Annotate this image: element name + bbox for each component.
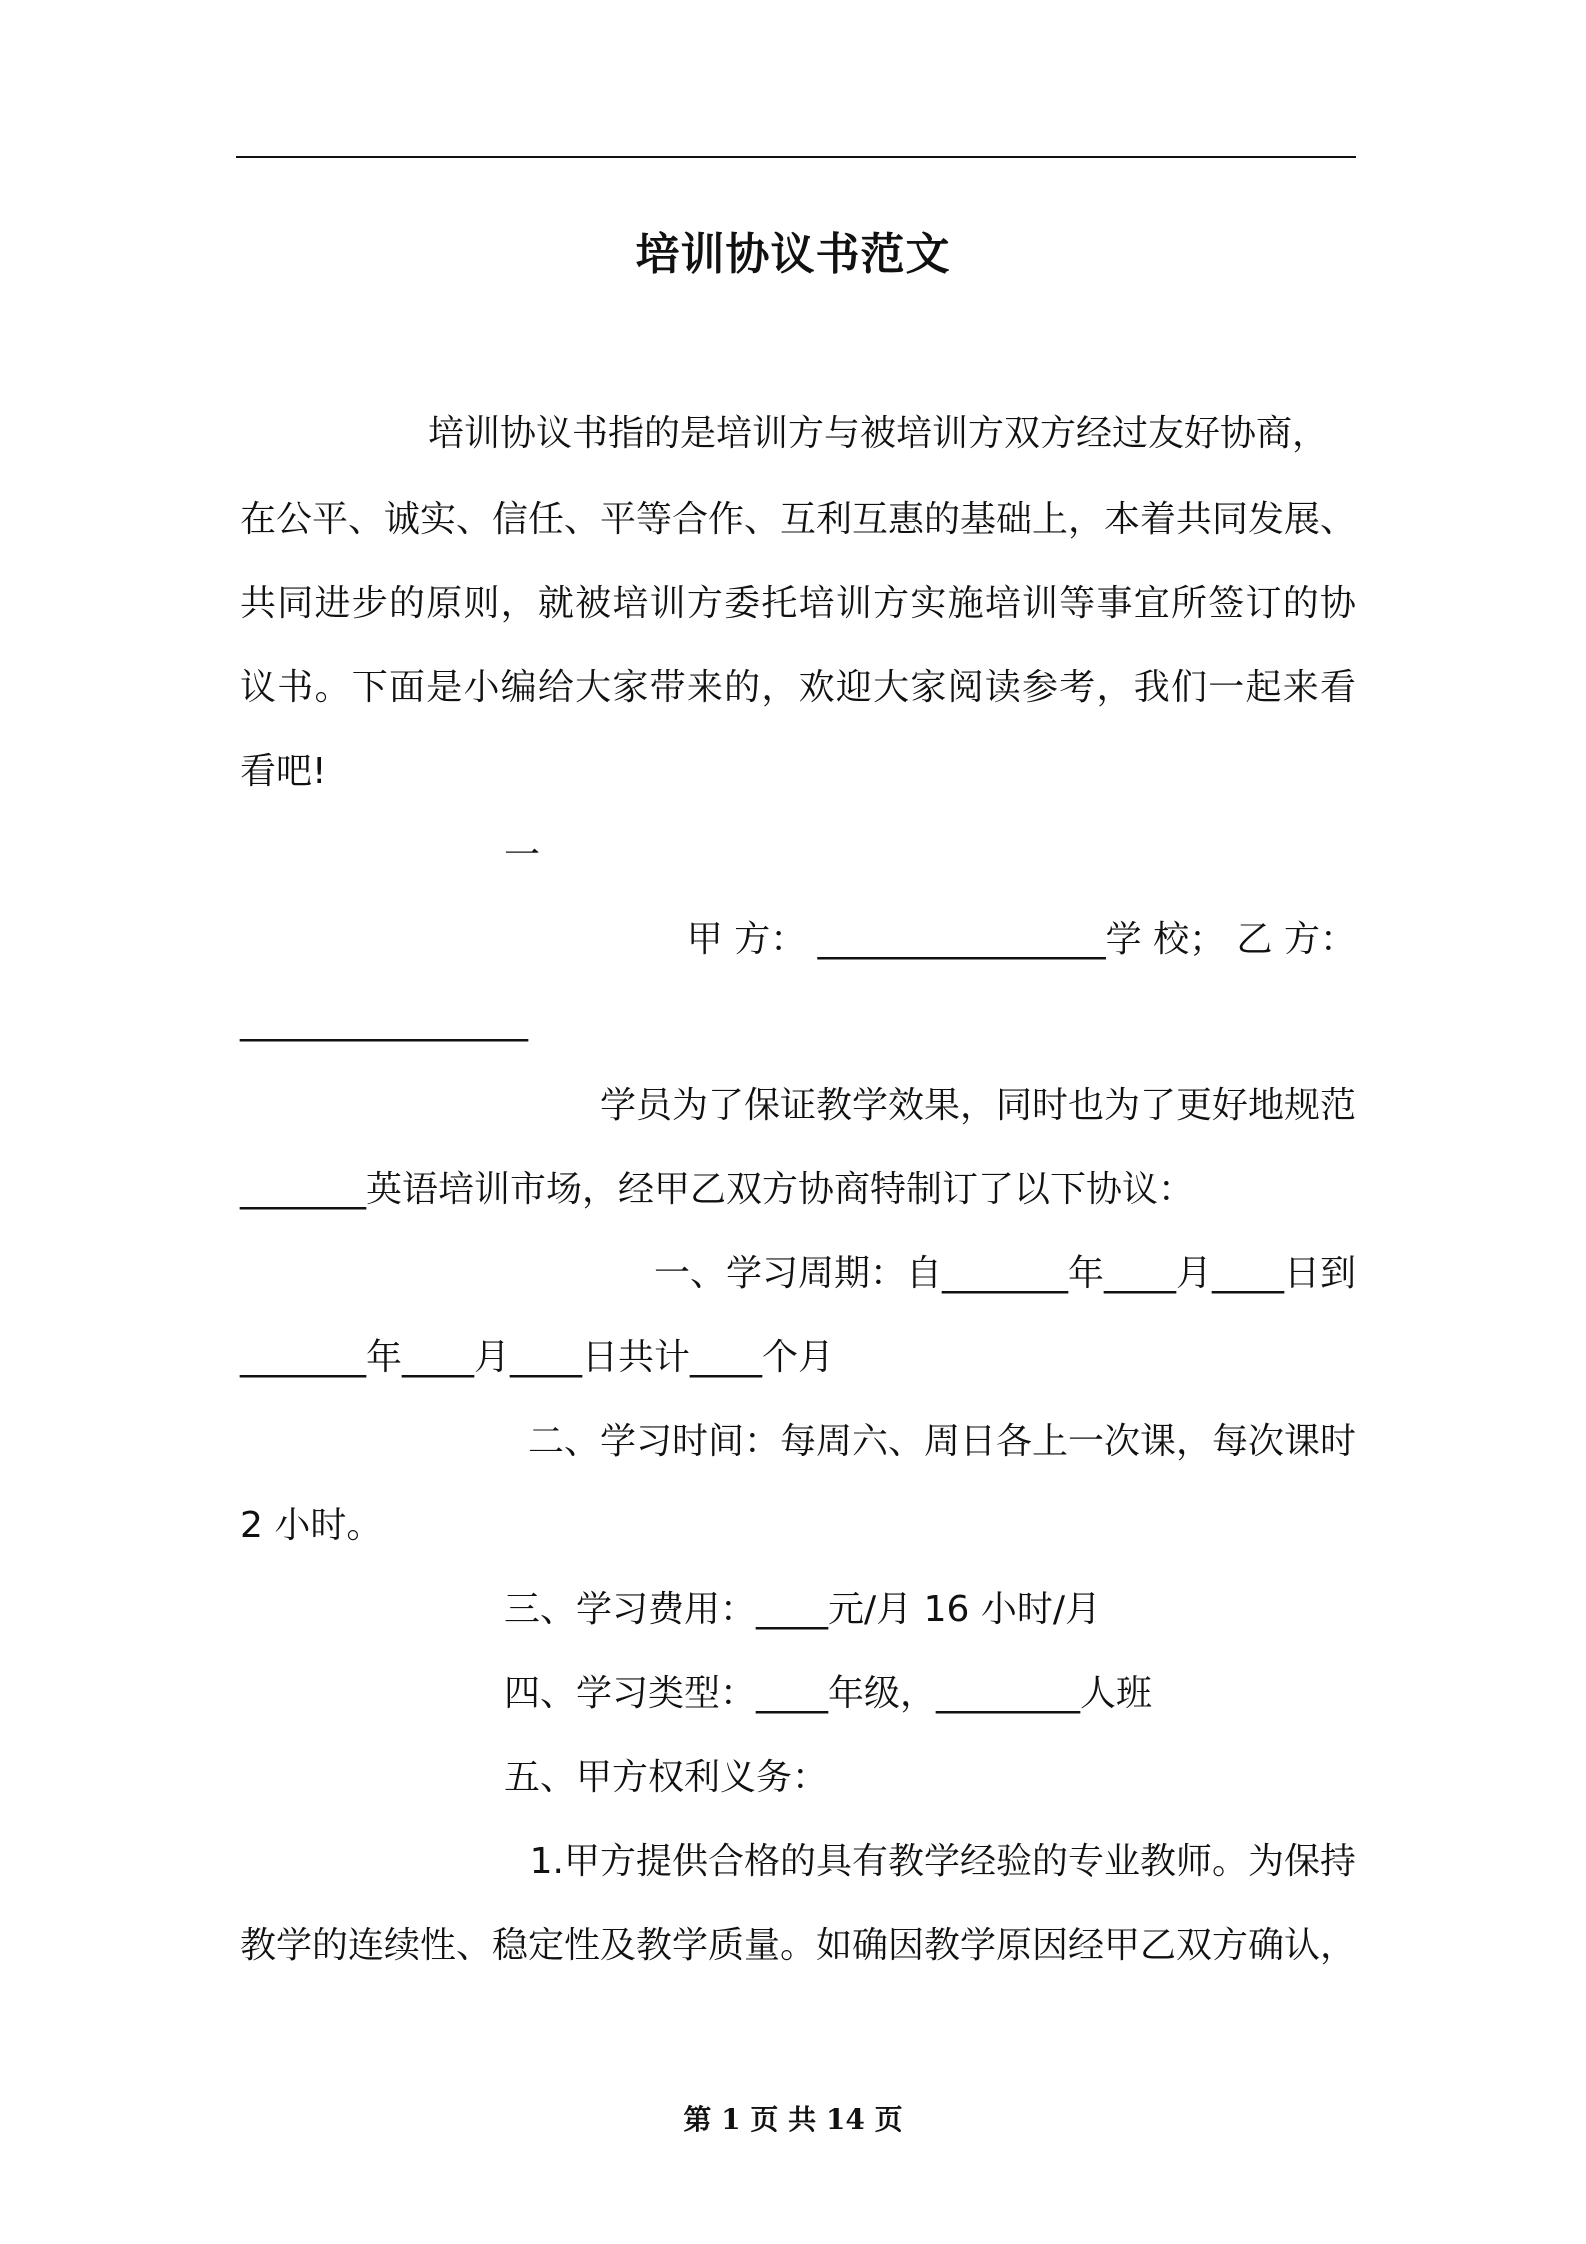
- clause-line: 四、学习类型：____年级，________人班: [504, 1673, 1153, 1714]
- clause-line: 三、学习费用：____元/月 16 小时/月: [504, 1589, 1101, 1630]
- paragraph-line: 培训协议书指的是培训方与被培训方双方经过友好协商，: [428, 413, 1329, 454]
- paragraph-line: 看吧!: [240, 751, 327, 792]
- clause-line: 二、学习时间：每周六、周日各上一次课，每次课时: [527, 1421, 1356, 1462]
- document-title: 培训协议书范文: [635, 229, 951, 280]
- party-line: ________________: [240, 1001, 528, 1042]
- section-number: 一: [504, 835, 541, 876]
- party-line: 甲 方： ________________学 校； 乙 方：: [686, 919, 1356, 960]
- clause-line: 2 小时。: [240, 1505, 383, 1546]
- clause-line: 五、甲方权利义务：: [504, 1757, 829, 1798]
- header-rule: [236, 156, 1356, 158]
- paragraph-line: 学员为了保证教学效果，同时也为了更好地规范: [599, 1085, 1356, 1126]
- page-footer: 第 1 页 共 14 页: [683, 2103, 903, 2136]
- paragraph-line: _______英语培训市场，经甲乙双方协商特制订了以下协议：: [240, 1169, 1195, 1210]
- clause-line: 1.甲方提供合格的具有教学经验的专业教师。为保持: [529, 1841, 1356, 1882]
- paragraph-line: 议书。下面是小编给大家带来的，欢迎大家阅读参考，我们一起来看: [240, 667, 1356, 708]
- clause-line: 教学的连续性、稳定性及教学质量。如确因教学原因经甲乙双方确认，: [240, 1925, 1357, 1966]
- clause-line: _______年____月____日共计____个月: [240, 1337, 835, 1378]
- paragraph-line: 在公平、诚实、信任、平等合作、互利互惠的基础上，本着共同发展、: [240, 499, 1357, 540]
- paragraph-line: 共同进步的原则，就被培训方委托培训方实施培训等事宜所签订的协: [240, 583, 1356, 624]
- clause-line: 一、学习周期：自_______年____月____日到: [653, 1253, 1356, 1294]
